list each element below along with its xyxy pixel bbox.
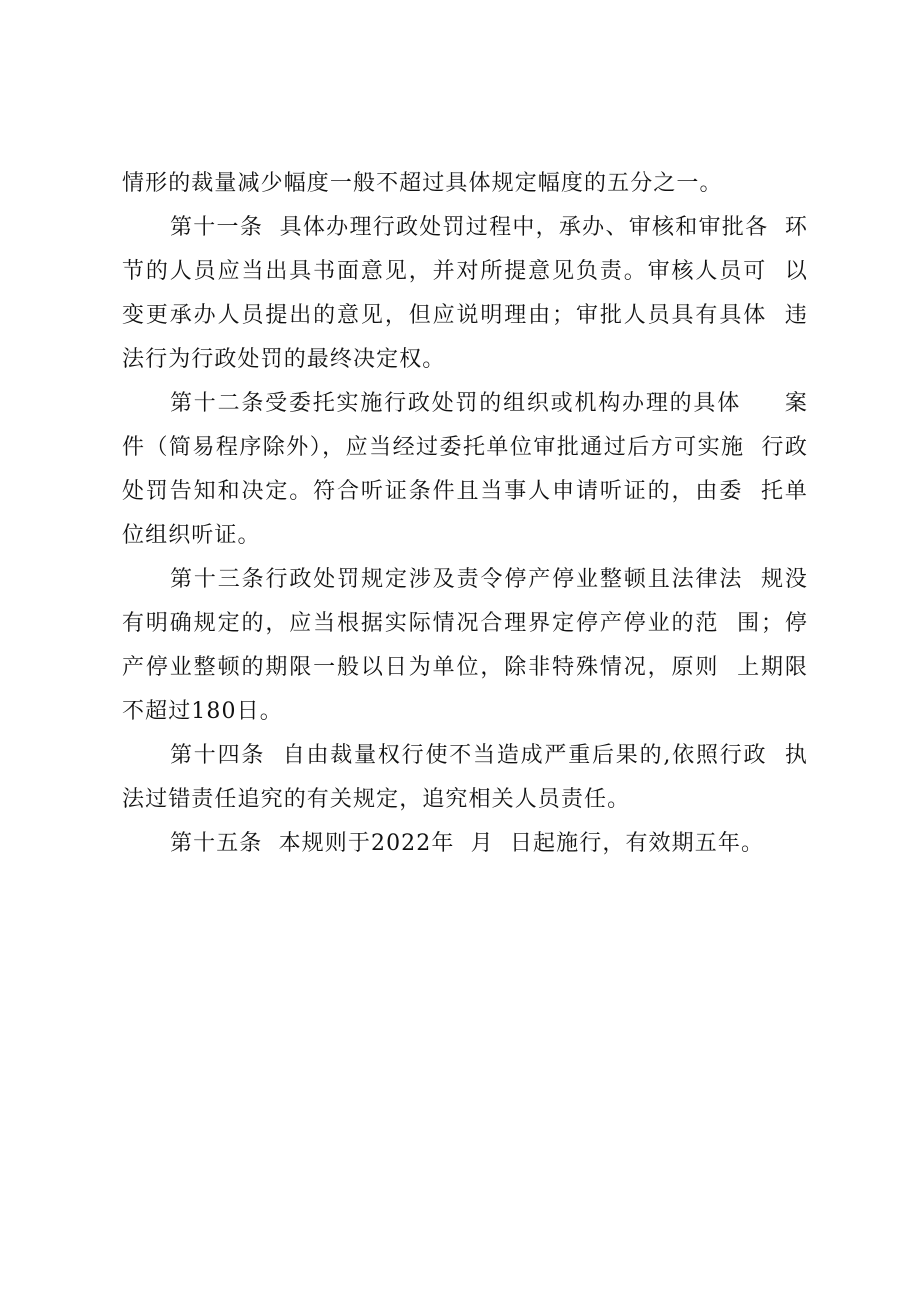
article-11-paragraph: 第十一条 具体办理行政处罚过程中，承办、审核和审批各 环节的人员应当出具书面意见，并对所提意见负责。审核人员可 以变更承办人员提出的意见，但应说明理由；审批人员具有具体 违法行为行政处罚的最终决定权。 — [122, 215, 808, 372]
article-14-paragraph: 第十四条 自由裁量权行使不当造成严重后果的,依照行政 执法过错责任追究的有关规定，追究相关人员责任。 — [122, 743, 808, 812]
paragraph-continuation: 情形的裁量减少幅度一般不超过具体规定幅度的五分之一。 — [122, 171, 723, 196]
article-15-paragraph: 第十五条 本规则于2022年 月 日起施行，有效期五年。 — [170, 831, 765, 856]
article-13-paragraph: 第十三条行政处罚规定涉及责令停产停业整顿且法律法 规没有明确规定的，应当根据实际情况合理界定停产停业的范 围；停产停业整顿的期限一般以日为单位，除非特殊情况，原则 上期限不超过180日。 — [122, 567, 808, 724]
document-body — [122, 162, 808, 866]
article-12-paragraph: 第十二条受委托实施行政处罚的组织或机构办理的具体 案件（简易程序除外），应当经过委托单位审批通过后方可实施 行政处罚告知和决定。符合听证条件且当事人申请听证的，由委 托单位组织听证。 — [122, 391, 808, 548]
